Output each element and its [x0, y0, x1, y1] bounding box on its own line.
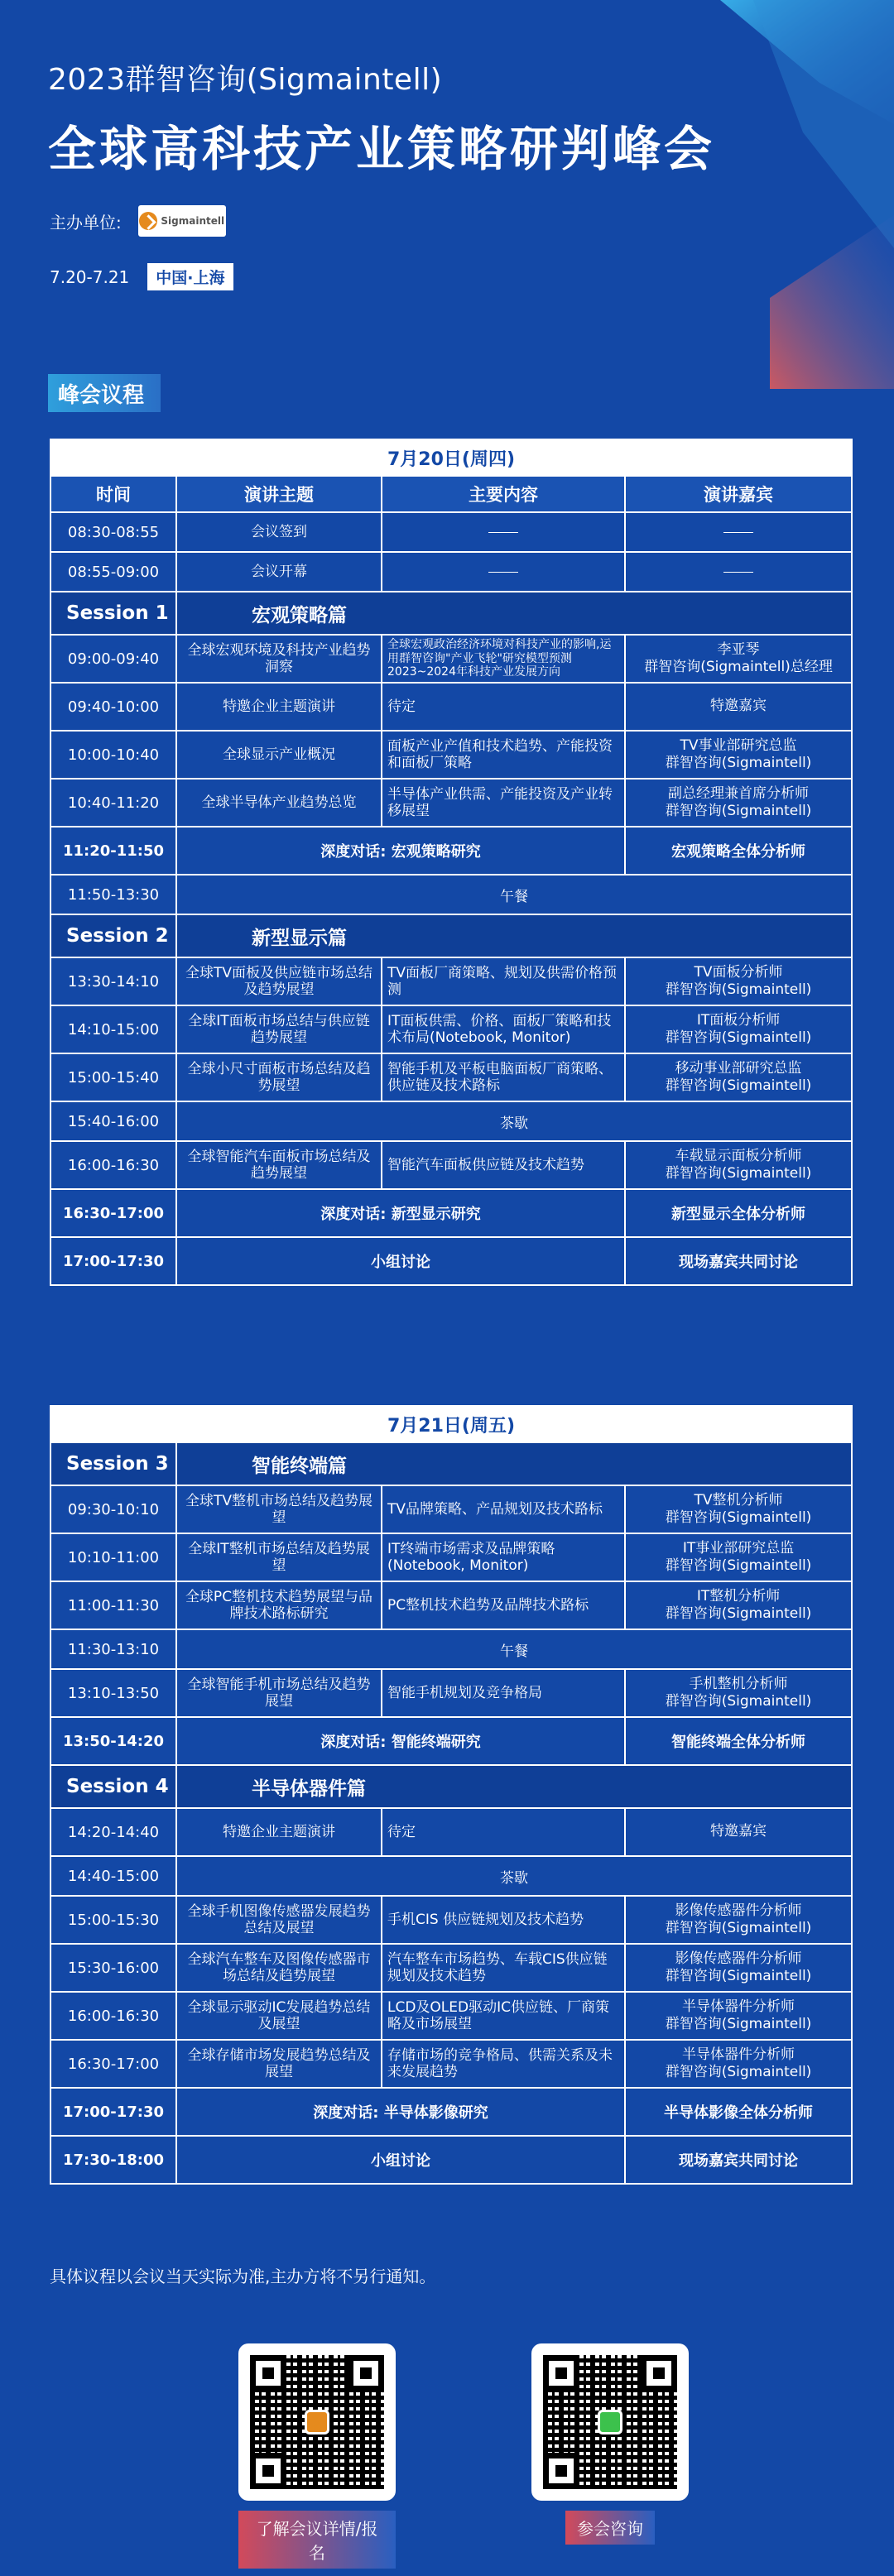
dialog-row — [50, 2088, 852, 2136]
date-row — [50, 263, 233, 290]
host-logo-text: Sigmaintell — [161, 215, 225, 227]
row-content: IT终端市场需求及品牌策略(Notebook, Monitor) — [382, 1533, 625, 1581]
table-row — [50, 1485, 852, 1533]
row-topic: 全球TV整机市场总结及趋势展望 — [176, 1485, 382, 1533]
row-speaker: 半导体影像全体分析师 — [625, 2088, 852, 2136]
day2-title: 7月21日(周五) — [50, 1406, 852, 1442]
row-speaker: 副总经理兼首席分析师 群智咨询(Sigmaintell) — [625, 779, 852, 827]
dialog-row — [50, 1237, 852, 1285]
table-row — [50, 1053, 852, 1101]
break-label: 茶歇 — [176, 1101, 852, 1141]
row-speaker: TV整机分析师 群智咨询(Sigmaintell) — [625, 1485, 852, 1533]
agenda-table-day2 — [50, 1405, 853, 2185]
event-subtitle: 2023群智咨询(Sigmaintell) — [48, 63, 443, 97]
row-content: 智能汽车面板供应链及技术趋势 — [382, 1141, 625, 1189]
table-row — [50, 512, 852, 552]
row-speaker: IT事业部研究总监 群智咨询(Sigmaintell) — [625, 1533, 852, 1581]
row-topic: 全球显示驱动IC发展趋势总结及展望 — [176, 1992, 382, 2040]
row-topic: 深度对话: 新型显示研究 — [176, 1189, 625, 1237]
row-content: 半导体产业供需、产能投资及产业转移展望 — [382, 779, 625, 827]
row-topic: 全球小尺寸面板市场总结及趋势展望 — [176, 1053, 382, 1101]
row-time: 11:20-11:50 — [50, 827, 176, 875]
row-speaker: 影像传感器件分析师 群智咨询(Sigmaintell) — [625, 1944, 852, 1992]
row-speaker-empty — [625, 552, 852, 592]
table-row — [50, 1533, 852, 1581]
session-label: Session 1 — [50, 592, 176, 635]
dialog-row — [50, 827, 852, 875]
session-label: Session 2 — [50, 914, 176, 957]
row-topic: 全球存储市场发展趋势总结及展望 — [176, 2040, 382, 2088]
registration-qr-code[interactable] — [238, 2343, 396, 2501]
registration-qr-label[interactable]: 了解会议详情/报名 — [238, 2511, 396, 2569]
agenda-heading: 峰会议程 — [48, 374, 161, 412]
row-content: 待定 — [382, 1808, 625, 1856]
event-date: 7.20-7.21 — [50, 266, 130, 287]
row-time: 16:00-16:30 — [50, 1141, 176, 1189]
break-row — [50, 1101, 852, 1141]
row-topic: 会议开幕 — [176, 552, 382, 592]
day1-title: 7月20日(周四) — [50, 439, 852, 476]
host-row — [50, 205, 226, 237]
table-row — [50, 731, 852, 779]
row-speaker: 现场嘉宾共同讨论 — [625, 1237, 852, 1285]
table-row — [50, 1808, 852, 1856]
row-topic: 会议签到 — [176, 512, 382, 552]
row-topic: 全球IT整机市场总结及趋势展望 — [176, 1533, 382, 1581]
table-row — [50, 1944, 852, 1992]
row-time: 15:30-16:00 — [50, 1944, 176, 1992]
session-name: 新型显示篇 — [176, 914, 852, 957]
break-row — [50, 1629, 852, 1669]
row-content: PC整机技术趋势及品牌技术路标 — [382, 1581, 625, 1629]
row-content: 手机CIS 供应链规划及技术趋势 — [382, 1896, 625, 1944]
col-content: 主要内容 — [382, 476, 625, 512]
row-time: 14:20-14:40 — [50, 1808, 176, 1856]
row-time: 13:30-14:10 — [50, 957, 176, 1005]
sigmaintell-logo-icon — [139, 212, 157, 230]
row-topic: 特邀企业主题演讲 — [176, 683, 382, 731]
row-time: 10:40-11:20 — [50, 779, 176, 827]
row-time: 16:30-17:00 — [50, 1189, 176, 1237]
event-location: 中国·上海 — [147, 263, 233, 290]
session-name: 宏观策略篇 — [176, 592, 852, 635]
row-content: 智能手机规划及竞争格局 — [382, 1669, 625, 1717]
table-row — [50, 957, 852, 1005]
break-label: 午餐 — [176, 1629, 852, 1669]
agenda-table-day1 — [50, 439, 853, 1286]
row-topic: 全球智能汽车面板市场总结及趋势展望 — [176, 1141, 382, 1189]
row-speaker: 半导体器件分析师 群智咨询(Sigmaintell) — [625, 1992, 852, 2040]
session-name: 智能终端篇 — [176, 1442, 852, 1485]
row-speaker: 手机整机分析师 群智咨询(Sigmaintell) — [625, 1669, 852, 1717]
row-time: 11:00-11:30 — [50, 1581, 176, 1629]
dialog-row — [50, 1717, 852, 1765]
row-speaker: IT面板分析师 群智咨询(Sigmaintell) — [625, 1005, 852, 1053]
session-label: Session 4 — [50, 1765, 176, 1808]
row-speaker: 智能终端全体分析师 — [625, 1717, 852, 1765]
row-content: 面板产业产值和技术趋势、产能投资和面板厂策略 — [382, 731, 625, 779]
row-time: 11:30-13:10 — [50, 1629, 176, 1669]
table-row — [50, 1005, 852, 1053]
table-row — [50, 1669, 852, 1717]
table-row — [50, 635, 852, 683]
row-speaker-empty — [625, 512, 852, 552]
row-speaker: TV事业部研究总监 群智咨询(Sigmaintell) — [625, 731, 852, 779]
row-topic: 深度对话: 半导体影像研究 — [176, 2088, 625, 2136]
row-time: 10:00-10:40 — [50, 731, 176, 779]
row-content: 待定 — [382, 683, 625, 731]
session-label: Session 3 — [50, 1442, 176, 1485]
col-time: 时间 — [50, 476, 176, 512]
page-header — [48, 56, 793, 180]
row-time: 15:00-15:40 — [50, 1053, 176, 1101]
row-time: 10:10-11:00 — [50, 1533, 176, 1581]
host-logo — [138, 205, 226, 237]
row-topic: 特邀企业主题演讲 — [176, 1808, 382, 1856]
row-time: 09:30-10:10 — [50, 1485, 176, 1533]
row-topic: 全球智能手机市场总结及趋势展望 — [176, 1669, 382, 1717]
row-time: 16:30-17:00 — [50, 2040, 176, 2088]
row-content: TV品牌策略、产品规划及技术路标 — [382, 1485, 625, 1533]
wechat-icon — [598, 2410, 622, 2434]
row-time: 09:00-09:40 — [50, 635, 176, 683]
table-row — [50, 1141, 852, 1189]
table-row — [50, 779, 852, 827]
row-content: LCD及OLED驱动IC供应链、厂商策略及市场展望 — [382, 1992, 625, 2040]
row-topic: 全球汽车整车及图像传感器市场总结及趋势展望 — [176, 1944, 382, 1992]
row-time: 15:40-16:00 — [50, 1101, 176, 1141]
row-speaker: IT整机分析师 群智咨询(Sigmaintell) — [625, 1581, 852, 1629]
row-topic: 深度对话: 宏观策略研究 — [176, 827, 625, 875]
row-time: 14:10-15:00 — [50, 1005, 176, 1053]
table-row — [50, 1896, 852, 1944]
row-time: 11:50-13:30 — [50, 875, 176, 914]
consult-qr-label[interactable]: 参会咨询 — [565, 2511, 655, 2545]
session-name: 半导体器件篇 — [176, 1765, 852, 1808]
row-topic: 全球IT面板市场总结与供应链趋势展望 — [176, 1005, 382, 1053]
row-time: 09:40-10:00 — [50, 683, 176, 731]
row-speaker: 影像传感器件分析师 群智咨询(Sigmaintell) — [625, 1896, 852, 1944]
row-speaker: 宏观策略全体分析师 — [625, 827, 852, 875]
break-label: 茶歇 — [176, 1856, 852, 1896]
row-time: 13:50-14:20 — [50, 1717, 176, 1765]
event-title: 全球高科技产业策略研判峰会 — [48, 121, 716, 177]
row-time: 17:30-18:00 — [50, 2136, 176, 2184]
row-speaker: 车载显示面板分析师 群智咨询(Sigmaintell) — [625, 1141, 852, 1189]
row-time: 08:55-09:00 — [50, 552, 176, 592]
host-label: 主办单位: — [50, 212, 122, 233]
agenda-footnote: 具体议程以会议当天实际为准,主办方将不另行通知。 — [50, 2267, 436, 2286]
table-row — [50, 683, 852, 731]
row-content: 智能手机及平板电脑面板厂商策略、供应链及技术路标 — [382, 1053, 625, 1101]
consult-qr-code[interactable] — [531, 2343, 689, 2501]
break-label: 午餐 — [176, 875, 852, 914]
consult-qr-block[interactable] — [531, 2343, 689, 2545]
row-topic: 全球半导体产业趋势总览 — [176, 779, 382, 827]
row-time: 08:30-08:55 — [50, 512, 176, 552]
row-speaker: 现场嘉宾共同讨论 — [625, 2136, 852, 2184]
row-topic: 全球手机图像传感器发展趋势总结及展望 — [176, 1896, 382, 1944]
row-topic: 小组讨论 — [176, 1237, 625, 1285]
col-speaker: 演讲嘉宾 — [625, 476, 852, 512]
row-content-empty — [382, 512, 625, 552]
table-row — [50, 1581, 852, 1629]
table-row — [50, 1992, 852, 2040]
row-speaker: 特邀嘉宾 — [625, 683, 852, 731]
row-speaker: 特邀嘉宾 — [625, 1808, 852, 1856]
table-row — [50, 552, 852, 592]
row-topic: 全球TV面板及供应链市场总结及趋势展望 — [176, 957, 382, 1005]
registration-qr-block[interactable] — [238, 2343, 396, 2569]
row-topic: 深度对话: 智能终端研究 — [176, 1717, 625, 1765]
row-content-empty — [382, 552, 625, 592]
row-topic: 全球宏观环境及科技产业趋势洞察 — [176, 635, 382, 683]
row-speaker: TV面板分析师 群智咨询(Sigmaintell) — [625, 957, 852, 1005]
session-row — [50, 1765, 852, 1808]
row-time: 16:00-16:30 — [50, 1992, 176, 2040]
row-time: 17:00-17:30 — [50, 2088, 176, 2136]
row-content: 汽车整车市场趋势、车载CIS供应链规划及技术趋势 — [382, 1944, 625, 1992]
dialog-row — [50, 1189, 852, 1237]
session-row — [50, 1442, 852, 1485]
row-speaker: 李亚琴 群智咨询(Sigmaintell)总经理 — [625, 635, 852, 683]
sigmaintell-logo-icon — [305, 2410, 329, 2434]
row-content: IT面板供需、价格、面板厂策略和技术布局(Notebook, Monitor) — [382, 1005, 625, 1053]
row-speaker: 移动事业部研究总监 群智咨询(Sigmaintell) — [625, 1053, 852, 1101]
break-row — [50, 875, 852, 914]
row-time: 17:00-17:30 — [50, 1237, 176, 1285]
row-content: 全球宏观政治经济环境对科技产业的影响,运用群智咨询"产业飞轮"研究模型预测2023~2024年科技产业发展方向 — [382, 635, 625, 683]
dialog-row — [50, 2136, 852, 2184]
row-content: TV面板厂商策略、规划及供需价格预测 — [382, 957, 625, 1005]
session-row — [50, 914, 852, 957]
row-time: 15:00-15:30 — [50, 1896, 176, 1944]
row-topic: 全球显示产业概况 — [176, 731, 382, 779]
row-topic: 小组讨论 — [176, 2136, 625, 2184]
row-time: 13:10-13:50 — [50, 1669, 176, 1717]
row-speaker: 半导体器件分析师 群智咨询(Sigmaintell) — [625, 2040, 852, 2088]
row-speaker: 新型显示全体分析师 — [625, 1189, 852, 1237]
row-topic: 全球PC整机技术趋势展望与品牌技术路标研究 — [176, 1581, 382, 1629]
row-time: 14:40-15:00 — [50, 1856, 176, 1896]
col-topic: 演讲主题 — [176, 476, 382, 512]
table-row — [50, 2040, 852, 2088]
session-row — [50, 592, 852, 635]
row-content: 存储市场的竞争格局、供需关系及未来发展趋势 — [382, 2040, 625, 2088]
break-row — [50, 1856, 852, 1896]
